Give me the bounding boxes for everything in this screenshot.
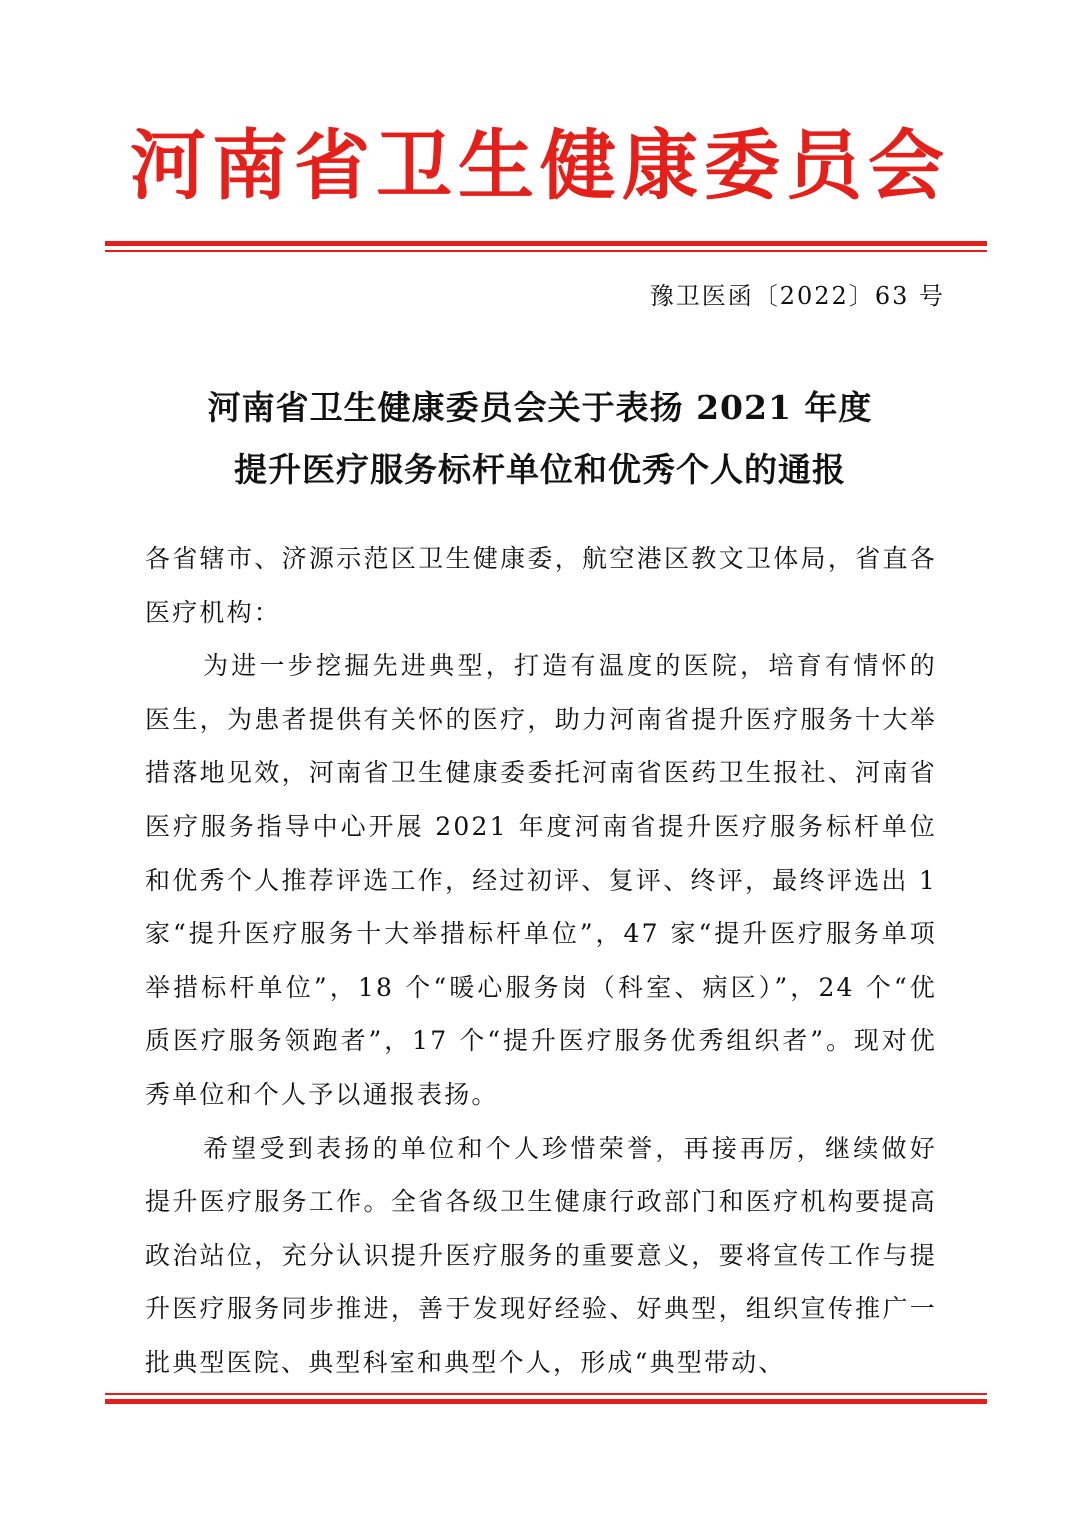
letterhead-title: 河南省卫生健康委员会 <box>130 121 950 210</box>
body-paragraph-2: 希望受到表扬的单位和个人珍惜荣誉，再接再厉，继续做好提升医疗服务工作。全省各级卫生健康行政部门和医疗机构要提高政治站位，充分认识提升医疗服务的重要意义，要将宣传工作与提升医疗服务同步推进，善于发现好经验、好典型，组织宣传推广一批典型医院、典型科室和典型个人，形成“典型带动、 <box>145 1133 937 1377</box>
footer-divider-thick <box>105 1399 987 1404</box>
salutation: 各省辖市、济源示范区卫生健康委，航空港区教文卫体局，省直各医疗机构： <box>145 544 937 627</box>
document-title-line1: 河南省卫生健康委员会关于表扬 2021 年度 <box>207 388 873 427</box>
document-title-line2: 提升医疗服务标杆单位和优秀个人的通报 <box>234 450 846 489</box>
header-divider-thick <box>105 241 987 246</box>
footer-divider-thin <box>105 1393 987 1395</box>
body-paragraph-1: 为进一步挖掘先进典型，打造有温度的医院，培育有情怀的医生，为患者提供有关怀的医疗，助力河南省提升医疗服务十大举措落地见效，河南省卫生健康委委托河南省医药卫生报社、河南省医疗服务指导中心开展 2021 年度河南省提升医疗服务标杆单位和优秀个人推荐评选工作，经过初评、复评、终评，最终评选出 1 家“提升医疗服务十大举措标杆单位”，47 家“提升医疗服务单项举措标杆单位”，18 个“暖心服务岗（科室、病区）”，24 个“优质医疗服务领跑者”，17 个“提升医疗服务优秀组织者”。现对优秀单位和个人予以通报表扬。 <box>145 651 937 1109</box>
document-body <box>145 532 937 1390</box>
document-number: 豫卫医函〔2022〕63 号 <box>649 282 945 310</box>
header-divider-thin <box>105 250 987 252</box>
